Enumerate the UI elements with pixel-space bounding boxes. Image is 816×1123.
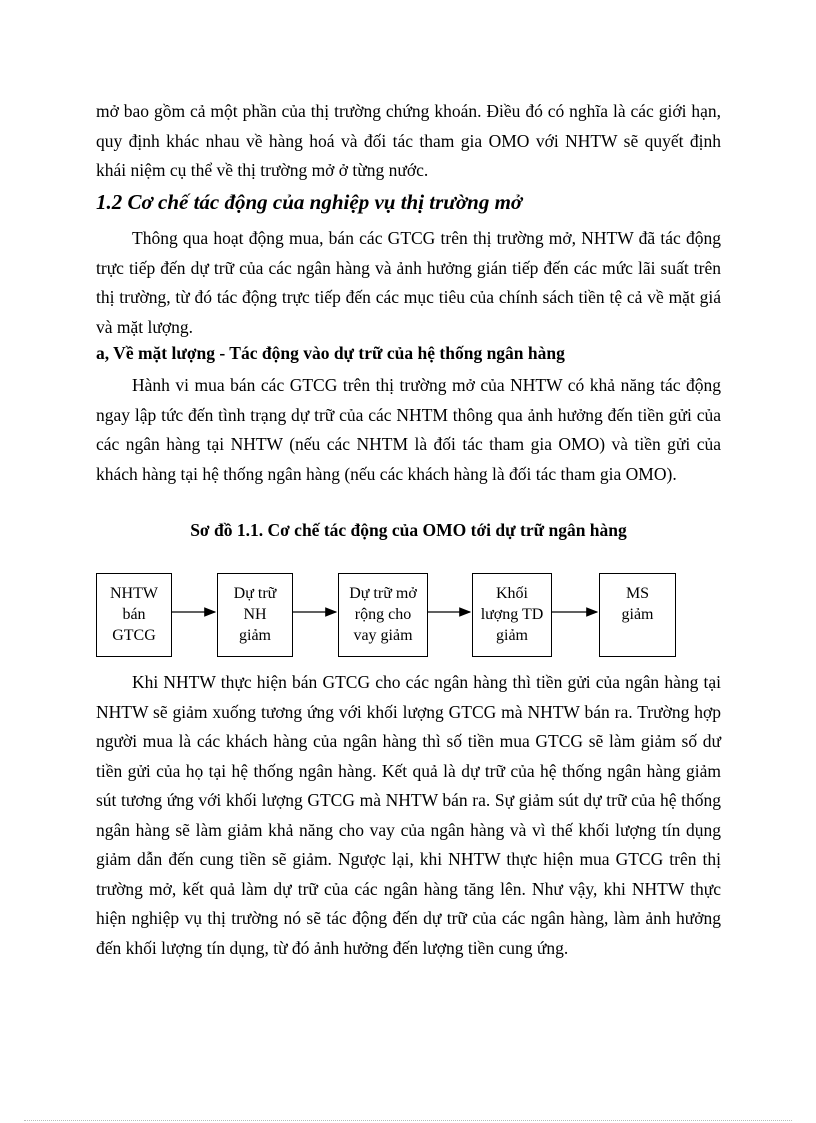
box-line: Dự trữ mở bbox=[349, 585, 417, 602]
box-line: NHTW bbox=[110, 585, 158, 602]
section-heading: 1.2 Cơ chế tác động của nghiệp vụ thị trường mở bbox=[96, 190, 523, 214]
box-line: giảm bbox=[239, 627, 271, 644]
box-line: GTCG bbox=[112, 627, 156, 644]
box-line: giảm bbox=[496, 627, 528, 644]
page-bottom-divider bbox=[24, 1120, 792, 1121]
box-line: NH bbox=[243, 606, 267, 623]
box-line: giảm bbox=[621, 606, 654, 623]
paragraph-selling-effect: Khi NHTW thực hiện bán GTCG cho các ngân hàng thì tiền gửi của ngân hàng tại NHTW sẽ giảm xuống tương ứng với khối lượng GTCG mà NHTW bán ra. Trường hợp người mua là các khách hàng của ngân hàng thì số tiền mua GTCG sẽ làm giảm số dư tiền gửi của họ tại hệ thống ngân hàng. Kết quả là dự trữ của hệ thống ngân hàng giảm sút tương ứng với khối lượng GTCG mà NHTW bán ra. Sự giảm sút dự trữ của hệ thống ngân hàng sẽ làm giảm khả năng cho vay của ngân hàng và vì thế khối lượng tín dụng giảm dẫn đến cung tiền sẽ giảm. Ngược lại, khi NHTW thực hiện mua GTCG trên thị trường mở, kết quả làm dự trữ của các ngân hàng tăng lên. Như vậy, khi NHTW thực hiện nghiệp vụ thị trường nó sẽ tác động đến dự trữ của các ngân hàng, làm ảnh hưởng đến khối lượng tín dụng, từ đó ảnh hưởng đến lượng tiền cung ứng. bbox=[96, 672, 721, 958]
box-line: vay giảm bbox=[353, 627, 413, 644]
box-line: lượng TD bbox=[480, 606, 544, 623]
subsection-heading: a, Về mặt lượng - Tác động vào dự trữ của hệ thống ngân hàng bbox=[96, 343, 565, 363]
paragraph-reserves: Hành vi mua bán các GTCG trên thị trường mở của NHTW có khả năng tác động ngay lập tức đến tình trạng dự trữ của các NHTM thông qua ảnh hưởng đến tiền gửi của các ngân hàng tại NHTW (nếu các NHTM là đối tác tham gia OMO) và tiền gửi của khách hàng tại hệ thống ngân hàng (nếu các khách hàng là đối tác tham gia OMO). bbox=[96, 375, 721, 484]
box-line: Dự trữ bbox=[233, 585, 277, 602]
box-line: rộng cho bbox=[354, 606, 412, 623]
diagram-caption: Sơ đồ 1.1. Cơ chế tác động của OMO tới dự trữ ngân hàng bbox=[190, 520, 627, 540]
paragraph-mechanism: Thông qua hoạt động mua, bán các GTCG trên thị trường mở, NHTW đã tác động trực tiếp đến dự trữ của các ngân hàng và ảnh hưởng gián tiếp đến các mức lãi suất trên thị trường, từ đó tác động trực tiếp đến các mục tiêu của chính sách tiền tệ cả về mặt giá và mặt lượng. bbox=[96, 228, 721, 337]
box-line: bán bbox=[122, 606, 146, 623]
paragraph-intro: mở bao gồm cả một phần của thị trường chứng khoán. Điều đó có nghĩa là các giới hạn, quy định khác nhau về hàng hoá và đối tác tham gia OMO với NHTW sẽ quyết định khái niệm cụ thể về thị trường mở ở từng nước. bbox=[96, 101, 721, 180]
box-line: MS bbox=[625, 585, 650, 602]
box-line: Khối bbox=[496, 585, 528, 602]
